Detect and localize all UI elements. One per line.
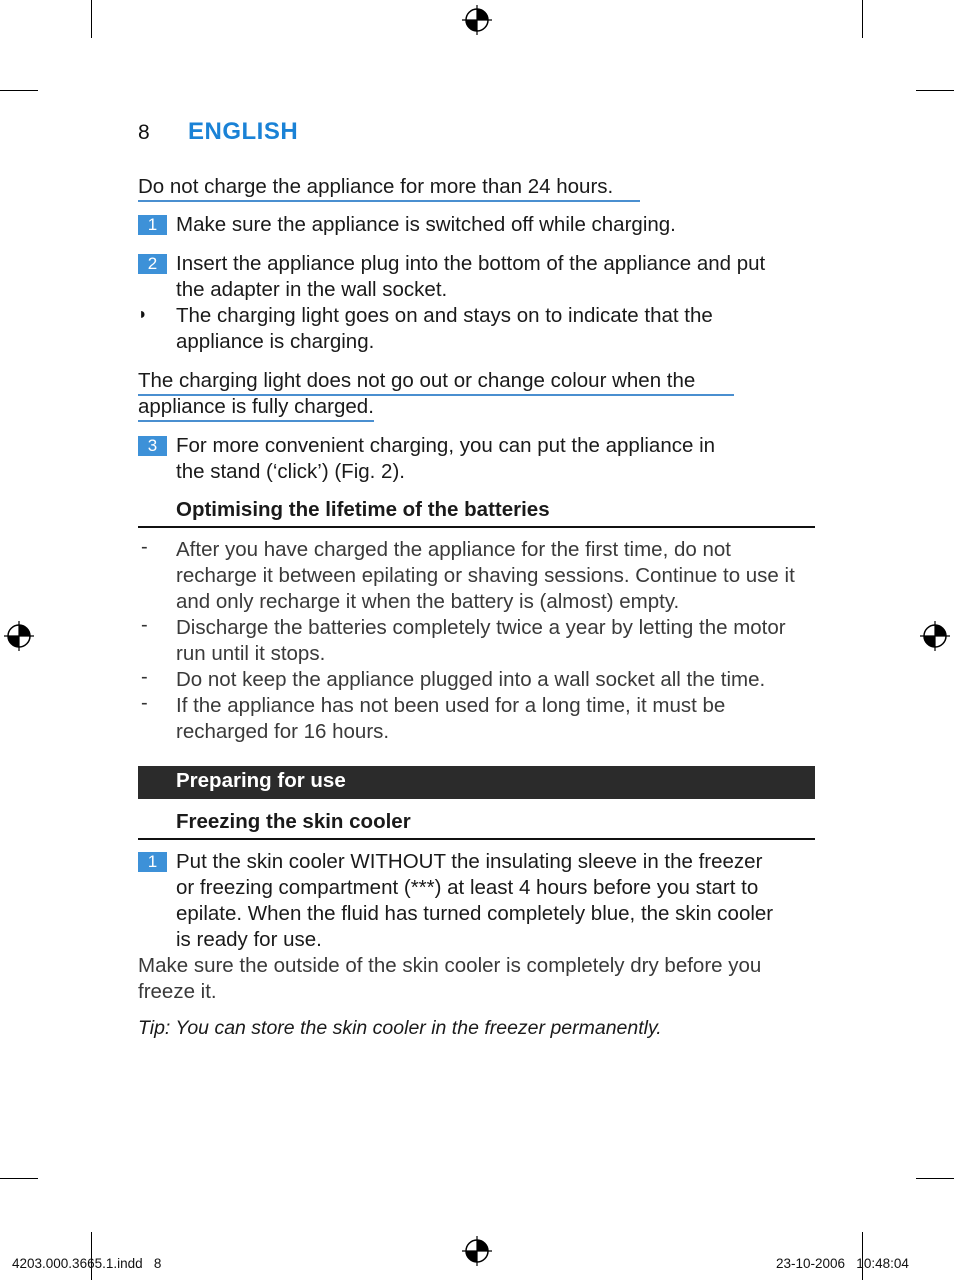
- warning-text: appliance is fully charged.: [138, 395, 374, 418]
- step-text: epilate. When the fluid has turned completely blue, the skin cooler: [176, 902, 774, 925]
- step-text: Put the skin cooler WITHOUT the insulating sleeve in the freezer: [176, 850, 763, 873]
- list-item: After you have charged the appliance for the first time, do not: [176, 538, 731, 561]
- step-text: or freezing compartment (***) at least 4 hours before you start to: [176, 876, 759, 899]
- step-number: 1: [138, 852, 167, 872]
- warning-text: The charging light does not go out or change colour when the: [138, 369, 696, 392]
- list-item: Do not keep the appliance plugged into a wall socket all the time.: [176, 668, 766, 691]
- footer-filename: 4203.000.3665.1.indd 8: [12, 1256, 162, 1271]
- list-item: If the appliance has not been used for a long time, it must be: [176, 694, 726, 717]
- step-text: is ready for use.: [176, 928, 322, 951]
- warning-underline: [138, 420, 374, 422]
- crop-mark-icon: [0, 90, 38, 91]
- page-number: 8: [138, 121, 150, 144]
- language-heading: ENGLISH: [188, 118, 299, 145]
- step-number: 1: [138, 215, 167, 235]
- registration-mark-icon: [4, 621, 34, 651]
- list-item: run until it stops.: [176, 642, 326, 665]
- heading-rule: [138, 526, 815, 528]
- dash-bullet: -: [141, 614, 148, 636]
- list-item: recharged for 16 hours.: [176, 720, 390, 743]
- step-number: 2: [138, 254, 167, 274]
- crop-mark-icon: [916, 90, 954, 91]
- registration-mark-icon: [462, 5, 492, 35]
- step-text: the stand (‘click’) (Fig. 2).: [176, 460, 405, 483]
- heading-rule: [138, 838, 815, 840]
- step-text: For more convenient charging, you can put the appliance in: [176, 434, 716, 457]
- crop-mark-icon: [91, 0, 92, 38]
- footer-datetime: 23-10-2006 10:48:04: [776, 1256, 909, 1271]
- list-item: recharge it between epilating or shaving sessions. Continue to use it: [176, 564, 795, 587]
- tip-text: Tip: You can store the skin cooler in the freezer permanently.: [138, 1017, 662, 1039]
- step-text: the adapter in the wall socket.: [176, 278, 448, 301]
- list-item: Discharge the batteries completely twice a year by letting the motor: [176, 616, 786, 639]
- dash-bullet: -: [141, 692, 148, 714]
- crop-mark-icon: [916, 1178, 954, 1179]
- warning-underline: [138, 200, 640, 202]
- registration-mark-icon: [462, 1236, 492, 1266]
- section-title: Preparing for use: [176, 769, 346, 792]
- note-text: Make sure the outside of the skin cooler is completely dry before you: [138, 954, 762, 977]
- warning-text: Do not charge the appliance for more than 24 hours.: [138, 175, 614, 198]
- step-text: Make sure the appliance is switched off while charging.: [176, 213, 676, 236]
- registration-mark-icon: [920, 621, 950, 651]
- subsection-heading: Optimising the lifetime of the batteries: [176, 498, 550, 521]
- result-text: The charging light goes on and stays on to indicate that the: [176, 304, 713, 327]
- step-text: Insert the appliance plug into the bottom of the appliance and put: [176, 252, 766, 275]
- section-heading-bar: [138, 766, 815, 799]
- dash-bullet: -: [141, 536, 148, 558]
- crop-mark-icon: [0, 1178, 38, 1179]
- result-text: appliance is charging.: [176, 330, 375, 353]
- note-text: freeze it.: [138, 980, 217, 1003]
- subsection-heading: Freezing the skin cooler: [176, 810, 411, 833]
- list-item: and only recharge it when the battery is (almost) empty.: [176, 590, 680, 613]
- step-number: 3: [138, 436, 167, 456]
- crop-mark-icon: [862, 0, 863, 38]
- result-bullet-icon: ◗: [138, 306, 148, 323]
- dash-bullet: -: [141, 666, 148, 688]
